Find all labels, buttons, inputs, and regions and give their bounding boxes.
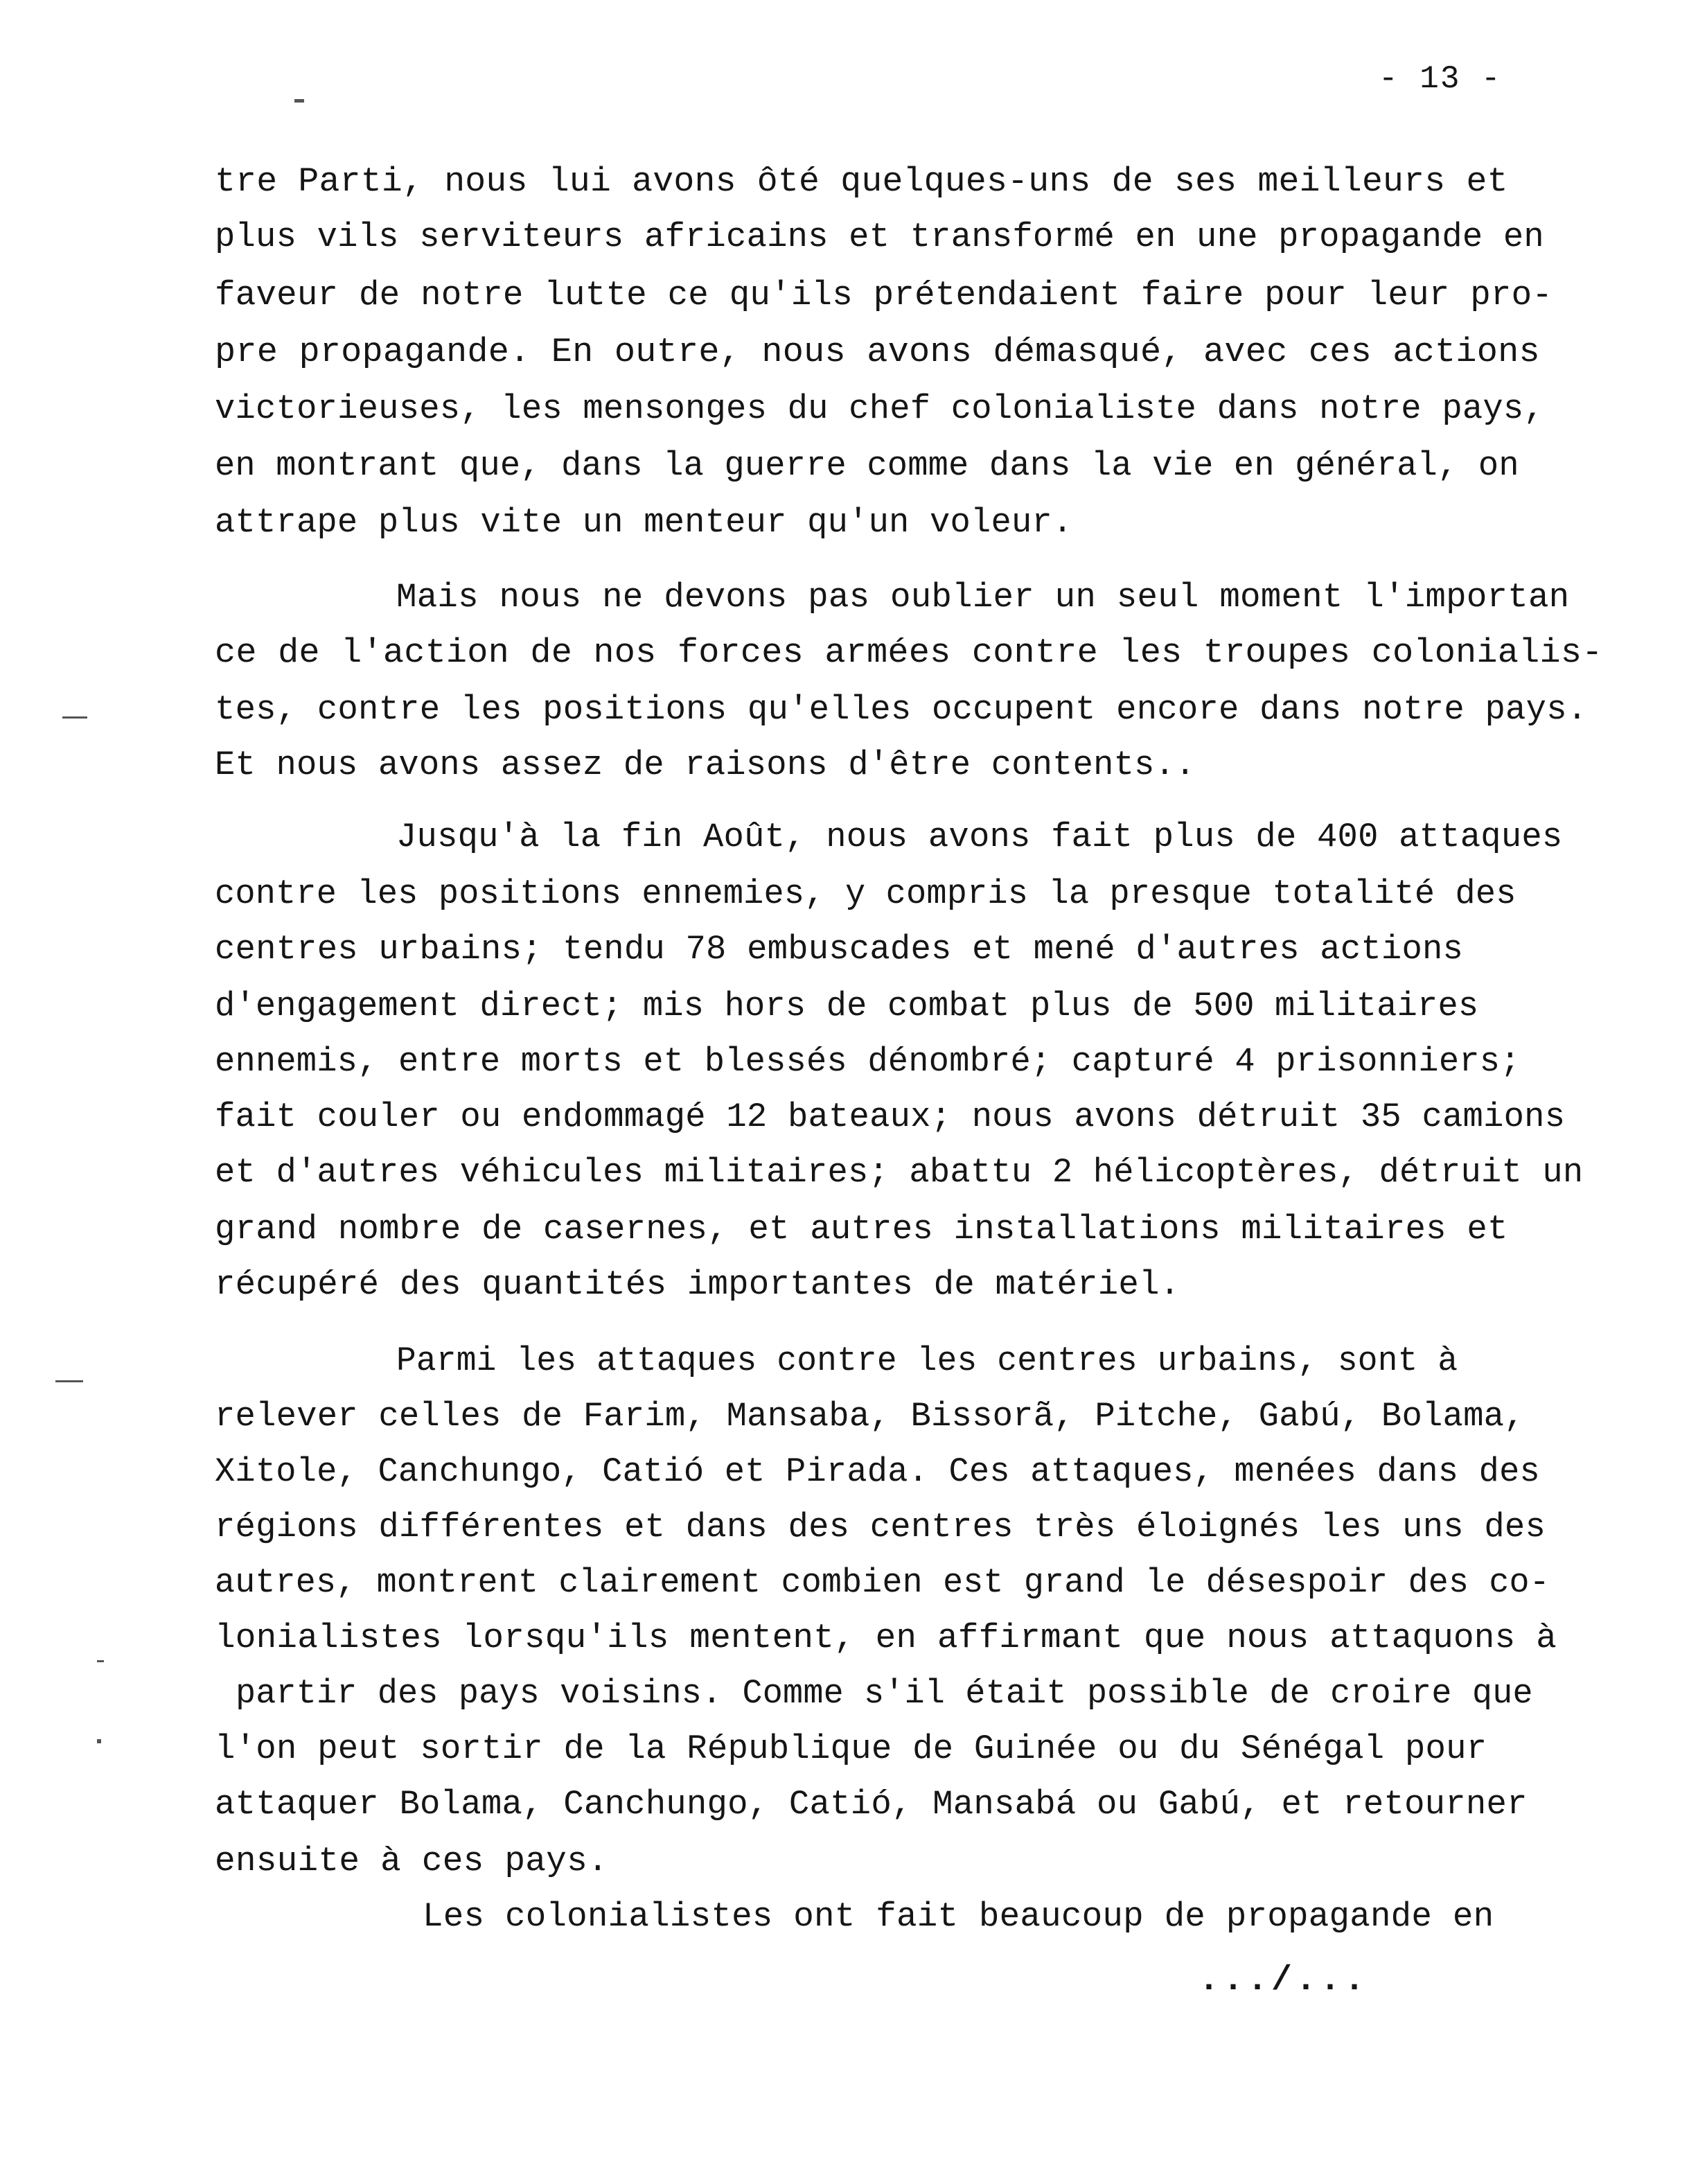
text-line: ensuite à ces pays. xyxy=(215,1842,608,1881)
scan-speck xyxy=(62,716,87,719)
scan-speck xyxy=(55,1380,83,1382)
text-line: Parmi les attaques contre les centres urbains, sont à xyxy=(396,1341,1458,1380)
text-line: Xitole, Canchungo, Catió et Pirada. Ces attaques, menées dans des xyxy=(215,1452,1540,1491)
text-line: régions différentes et dans des centres très éloignés les uns des xyxy=(215,1508,1546,1547)
text-line: contre les positions ennemies, y compris la presque totalité des xyxy=(215,874,1516,913)
continuation-mark: .../... xyxy=(1199,1961,1369,2000)
text-line: ennemis, entre morts et blessés dénombré; capturé 4 prisonniers; xyxy=(215,1042,1521,1081)
text-line: partir des pays voisins. Comme s'il était possible de croire que xyxy=(236,1674,1533,1713)
text-line: d'engagement direct; mis hors de combat plus de 500 militaires xyxy=(215,987,1479,1025)
text-line: autres, montrent clairement combien est grand le désespoir des co- xyxy=(215,1563,1550,1602)
text-line: tre Parti, nous lui avons ôté quelques-uns de ses meilleurs et xyxy=(215,162,1508,201)
text-line: centres urbains; tendu 78 embuscades et mené d'autres actions xyxy=(215,930,1464,969)
scan-speck xyxy=(97,1660,104,1662)
scan-speck xyxy=(97,1739,101,1743)
text-line: Jusqu'à la fin Août, nous avons fait plus de 400 attaques xyxy=(396,818,1563,856)
text-line: Les colonialistes ont fait beaucoup de propagande en xyxy=(423,1897,1494,1936)
text-line: attrape plus vite un menteur qu'un voleur. xyxy=(215,503,1073,542)
text-line: victorieuses, les mensonges du chef colonialiste dans notre pays, xyxy=(215,389,1544,428)
text-line: grand nombre de casernes, et autres installations militaires et xyxy=(215,1210,1508,1249)
text-line: l'on peut sortir de la République de Guinée ou du Sénégal pour xyxy=(215,1729,1487,1768)
text-line: lonialistes lorsqu'ils mentent, en affirmant que nous attaquons à xyxy=(215,1619,1557,1657)
text-line: plus vils serviteurs africains et transformé en une propagande en xyxy=(215,218,1544,256)
text-line: et d'autres véhicules militaires; abattu 2 hélicoptères, détruit un xyxy=(215,1153,1584,1192)
text-line: attaquer Bolama, Canchungo, Catió, Mansabá ou Gabú, et retourner xyxy=(215,1785,1528,1824)
scan-speck xyxy=(294,99,304,103)
text-line: récupéré des quantités importantes de matériel. xyxy=(215,1265,1180,1304)
page-number: - 13 - xyxy=(1379,61,1502,97)
text-line: tes, contre les positions qu'elles occupent encore dans notre pays. xyxy=(215,690,1588,729)
text-line: faveur de notre lutte ce qu'ils prétendaient faire pour leur pro- xyxy=(215,276,1553,315)
text-line: relever celles de Farim, Mansaba, Bissorã, Pitche, Gabú, Bolama, xyxy=(215,1397,1525,1436)
text-line: pre propagande. En outre, nous avons démasqué, avec ces actions xyxy=(215,333,1540,371)
text-line: fait couler ou endommagé 12 bateaux; nous avons détruit 35 camions xyxy=(215,1098,1566,1136)
text-line: Mais nous ne devons pas oublier un seul moment l'importan xyxy=(396,578,1570,617)
text-line: Et nous avons assez de raisons d'être contents.. xyxy=(215,746,1196,784)
text-line: en montrant que, dans la guerre comme dans la vie en général, on xyxy=(215,446,1519,485)
text-line: ce de l'action de nos forces armées contre les troupes colonialis- xyxy=(215,633,1603,672)
